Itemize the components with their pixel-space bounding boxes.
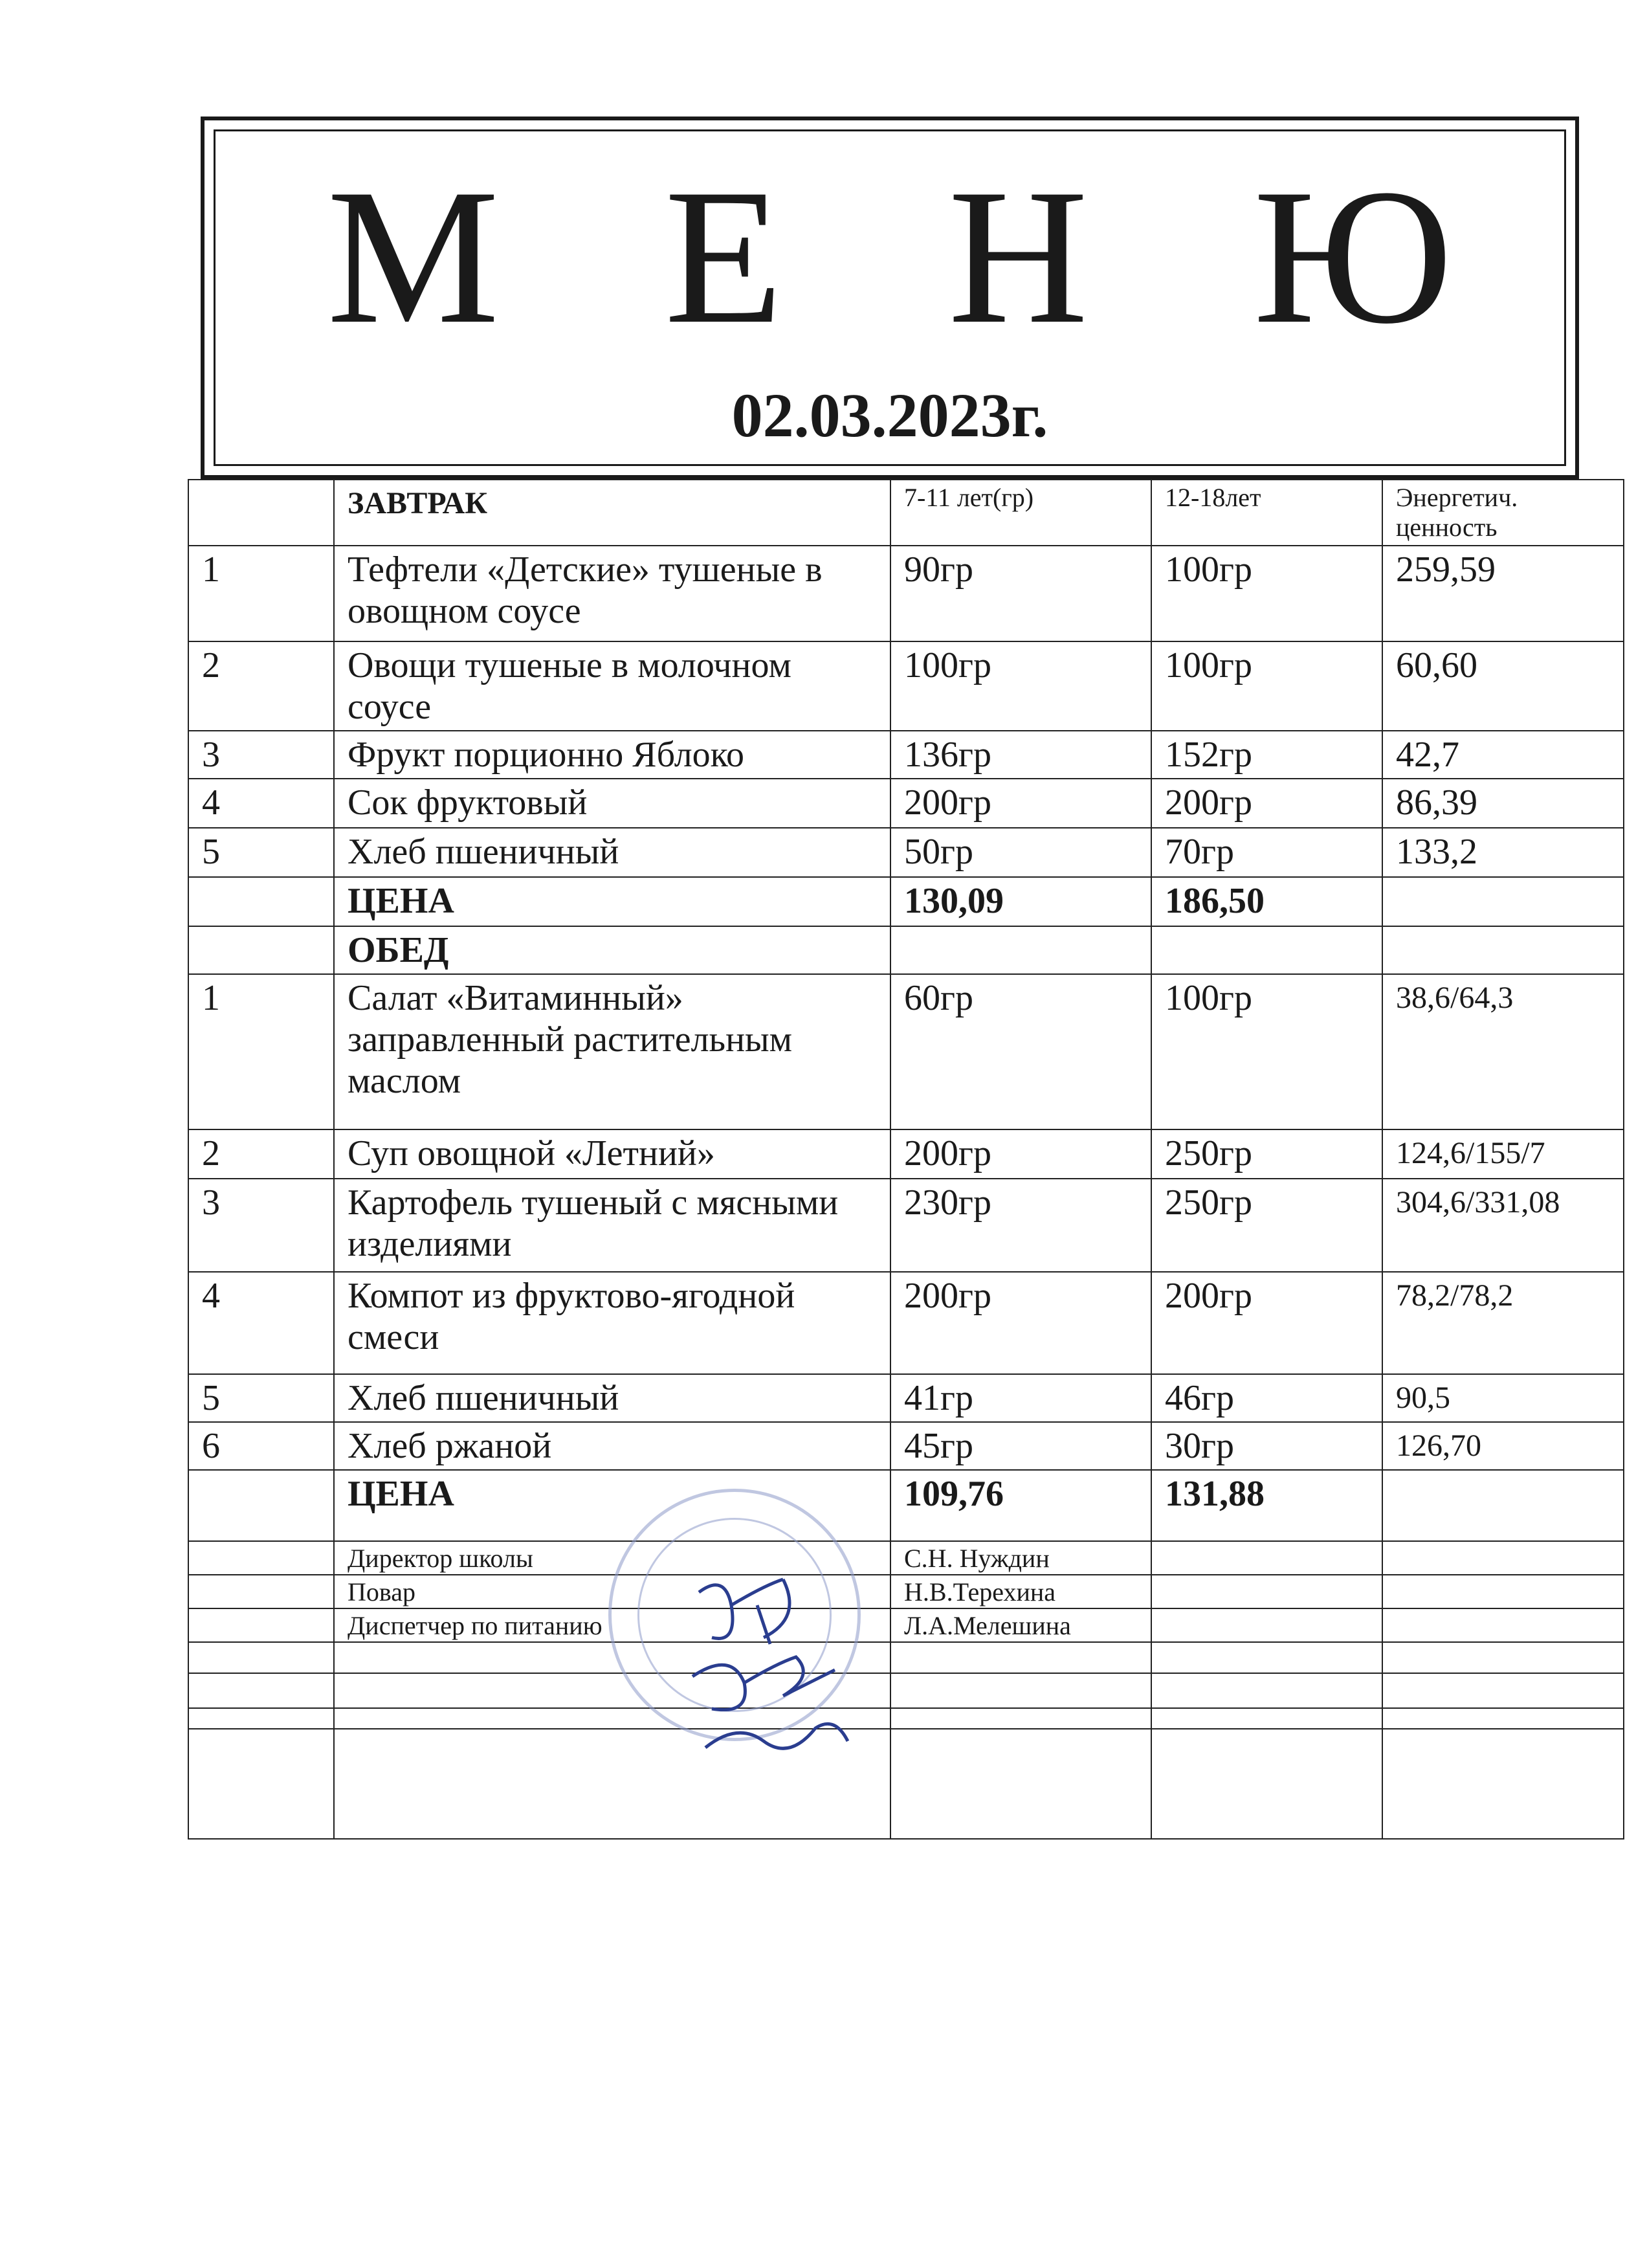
row-number: 3 bbox=[188, 731, 334, 779]
table-row bbox=[188, 779, 1624, 828]
portion-age1: 230гр bbox=[890, 1179, 1151, 1272]
table-cell bbox=[1382, 1575, 1624, 1608]
portion-age1: 100гр bbox=[890, 641, 1151, 731]
row-number: 2 bbox=[188, 1129, 334, 1179]
menu-date: 02.03.2023г. bbox=[731, 381, 1048, 450]
signature-role: Диспетчер по питанию bbox=[334, 1608, 890, 1642]
dish-name: Овощи тушеные в молочном соусе bbox=[334, 641, 890, 731]
page-title: М Е Н Ю bbox=[327, 149, 1511, 364]
table-row bbox=[188, 1374, 1624, 1422]
table-cell bbox=[890, 1708, 1151, 1729]
table-cell bbox=[188, 926, 334, 974]
portion-age2: 100гр bbox=[1151, 974, 1382, 1129]
dish-name: Суп овощной «Летний» bbox=[334, 1129, 890, 1179]
table-cell bbox=[1382, 1708, 1624, 1729]
energy-value: 90,5 bbox=[1382, 1374, 1624, 1422]
price-label: ЦЕНА bbox=[334, 877, 890, 926]
energy-value: 304,6/331,08 bbox=[1382, 1179, 1624, 1272]
table-cell bbox=[1151, 1642, 1382, 1673]
menu-table bbox=[188, 479, 1624, 1840]
energy-value: 126,70 bbox=[1382, 1422, 1624, 1470]
portion-age1: 200гр bbox=[890, 1129, 1151, 1179]
table-cell bbox=[1151, 1673, 1382, 1708]
portion-age2: 250гр bbox=[1151, 1179, 1382, 1272]
row-number: 1 bbox=[188, 546, 334, 641]
price-age1: 109,76 bbox=[890, 1470, 1151, 1541]
price-age1: 130,09 bbox=[890, 877, 1151, 926]
table-cell bbox=[1151, 1541, 1382, 1575]
energy-value: 259,59 bbox=[1382, 546, 1624, 641]
dish-name: Хлеб пшеничный bbox=[334, 828, 890, 877]
row-number: 5 bbox=[188, 828, 334, 877]
portion-age2: 200гр bbox=[1151, 1272, 1382, 1374]
signature-role: Директор школы bbox=[334, 1541, 890, 1575]
table-cell bbox=[890, 1642, 1151, 1673]
portion-age2: 70гр bbox=[1151, 828, 1382, 877]
dish-name: Тефтели «Детские» тушеные в овощном соусе bbox=[334, 546, 890, 641]
table-cell bbox=[1151, 926, 1382, 974]
row-number: 2 bbox=[188, 641, 334, 731]
row-number: 4 bbox=[188, 779, 334, 828]
table-cell bbox=[1382, 926, 1624, 974]
portion-age2: 100гр bbox=[1151, 546, 1382, 641]
row-number: 4 bbox=[188, 1272, 334, 1374]
portion-age2: 30гр bbox=[1151, 1422, 1382, 1470]
signature-name: С.Н. Нуждин bbox=[890, 1541, 1151, 1575]
dish-name: Компот из фруктово-ягодной смеси bbox=[334, 1272, 890, 1374]
dish-name: Хлеб ржаной bbox=[334, 1422, 890, 1470]
column-header-energy: Энергетич. ценность bbox=[1382, 480, 1624, 546]
table-cell bbox=[188, 1541, 334, 1575]
portion-age1: 41гр bbox=[890, 1374, 1151, 1422]
portion-age1: 90гр bbox=[890, 546, 1151, 641]
dish-name: Салат «Витаминный» заправленный растительным маслом bbox=[334, 974, 890, 1129]
table-row bbox=[188, 828, 1624, 877]
portion-age1: 200гр bbox=[890, 779, 1151, 828]
signature-row bbox=[188, 1575, 1624, 1608]
table-row bbox=[188, 1179, 1624, 1272]
signature-name: Л.А.Мелешина bbox=[890, 1608, 1151, 1642]
portion-age1: 45гр bbox=[890, 1422, 1151, 1470]
table-cell bbox=[1151, 1608, 1382, 1642]
energy-value: 86,39 bbox=[1382, 779, 1624, 828]
table-cell bbox=[188, 480, 334, 546]
portion-age2: 46гр bbox=[1151, 1374, 1382, 1422]
dish-name: Сок фруктовый bbox=[334, 779, 890, 828]
title-frame bbox=[201, 117, 1579, 479]
table-row bbox=[188, 974, 1624, 1129]
row-number: 1 bbox=[188, 974, 334, 1129]
table-row bbox=[188, 1272, 1624, 1374]
energy-value: 60,60 bbox=[1382, 641, 1624, 731]
table-cell bbox=[1151, 1708, 1382, 1729]
table-cell bbox=[188, 1642, 334, 1673]
table-row bbox=[188, 546, 1624, 641]
table-cell bbox=[188, 1575, 334, 1608]
portion-age2: 152гр bbox=[1151, 731, 1382, 779]
breakfast-heading: ЗАВТРАК bbox=[334, 480, 890, 546]
portion-age2: 100гр bbox=[1151, 641, 1382, 731]
price-age2: 186,50 bbox=[1151, 877, 1382, 926]
energy-value: 124,6/155/7 bbox=[1382, 1129, 1624, 1179]
table-cell bbox=[188, 1729, 334, 1839]
signature-row bbox=[188, 1541, 1624, 1575]
dish-name: Хлеб пшеничный bbox=[334, 1374, 890, 1422]
signature-row bbox=[188, 1608, 1624, 1642]
row-number: 3 bbox=[188, 1179, 334, 1272]
empty-row bbox=[188, 1642, 1624, 1673]
table-cell bbox=[1382, 1673, 1624, 1708]
table-cell bbox=[1382, 1541, 1624, 1575]
energy-value: 42,7 bbox=[1382, 731, 1624, 779]
table-cell bbox=[188, 1708, 334, 1729]
table-cell bbox=[188, 1608, 334, 1642]
price-age2: 131,88 bbox=[1151, 1470, 1382, 1541]
energy-value: 133,2 bbox=[1382, 828, 1624, 877]
column-header-age1: 7-11 лет(гр) bbox=[890, 480, 1151, 546]
portion-age2: 200гр bbox=[1151, 779, 1382, 828]
table-cell bbox=[1382, 1729, 1624, 1839]
table-cell bbox=[1151, 1729, 1382, 1839]
price-row bbox=[188, 877, 1624, 926]
portion-age1: 136гр bbox=[890, 731, 1151, 779]
row-number: 5 bbox=[188, 1374, 334, 1422]
empty-row bbox=[188, 1708, 1624, 1729]
lunch-heading: ОБЕД bbox=[334, 926, 890, 974]
portion-age2: 250гр bbox=[1151, 1129, 1382, 1179]
table-cell bbox=[1382, 1642, 1624, 1673]
table-row bbox=[188, 731, 1624, 779]
table-cell bbox=[890, 1729, 1151, 1839]
energy-value: 78,2/78,2 bbox=[1382, 1272, 1624, 1374]
portion-age1: 60гр bbox=[890, 974, 1151, 1129]
table-cell bbox=[188, 877, 334, 926]
table-row bbox=[188, 641, 1624, 731]
empty-row bbox=[188, 1729, 1624, 1839]
column-header-age2: 12-18лет bbox=[1151, 480, 1382, 546]
portion-age1: 200гр bbox=[890, 1272, 1151, 1374]
table-cell bbox=[1151, 1575, 1382, 1608]
energy-value: 38,6/64,3 bbox=[1382, 974, 1624, 1129]
price-label: ЦЕНА bbox=[334, 1470, 890, 1541]
table-cell bbox=[1382, 877, 1624, 926]
table-header-row bbox=[188, 480, 1624, 546]
table-cell bbox=[188, 1470, 334, 1541]
row-number: 6 bbox=[188, 1422, 334, 1470]
table-cell bbox=[1382, 1608, 1624, 1642]
table-cell bbox=[188, 1673, 334, 1708]
signature-scribble bbox=[686, 1566, 867, 1773]
portion-age1: 50гр bbox=[890, 828, 1151, 877]
table-row bbox=[188, 1129, 1624, 1179]
signature-role: Повар bbox=[334, 1575, 890, 1608]
table-cell bbox=[1382, 1470, 1624, 1541]
signature-name: Н.В.Терехина bbox=[890, 1575, 1151, 1608]
dish-name: Картофель тушеный с мясными изделиями bbox=[334, 1179, 890, 1272]
lunch-heading-row bbox=[188, 926, 1624, 974]
empty-row bbox=[188, 1673, 1624, 1708]
table-row bbox=[188, 1422, 1624, 1470]
dish-name: Фрукт порционно Яблоко bbox=[334, 731, 890, 779]
price-row bbox=[188, 1470, 1624, 1541]
table-cell bbox=[890, 1673, 1151, 1708]
table-cell bbox=[890, 926, 1151, 974]
